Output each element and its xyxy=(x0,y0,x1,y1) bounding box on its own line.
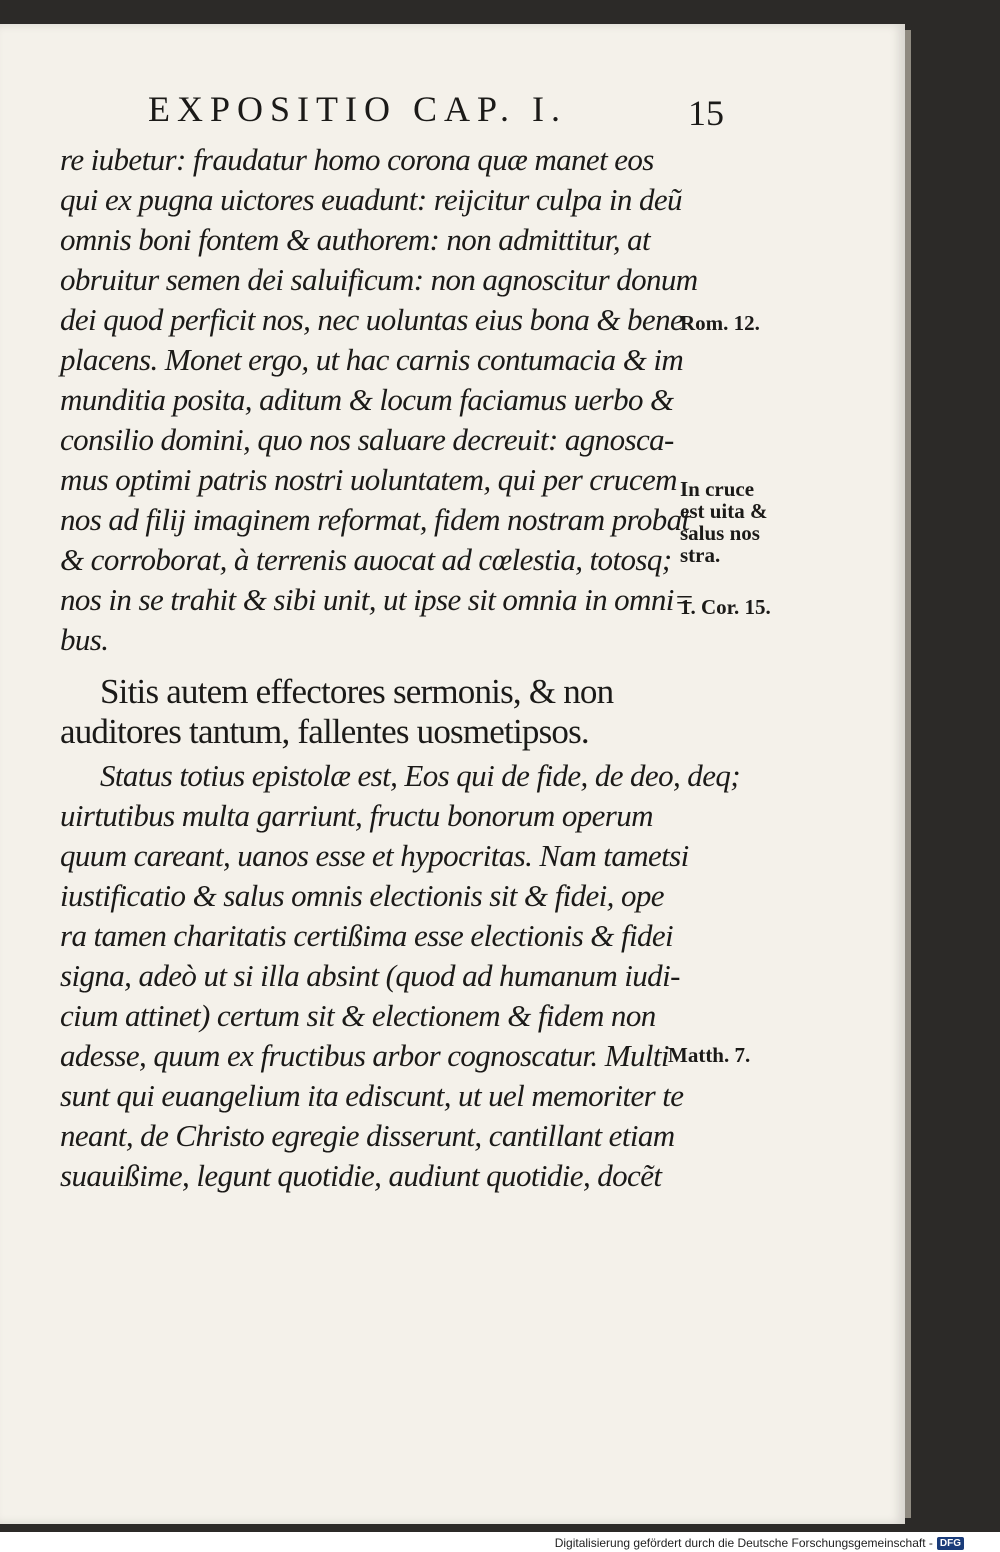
margin-note-matth7: Matth. 7. xyxy=(668,1043,751,1067)
text-line: ra tamen charitatis certißima esse electionis & fidei xyxy=(60,918,674,953)
margin-note-line: salus nos xyxy=(680,521,760,545)
text-line: quum careant, uanos esse et hypocritas. Nam tametsi xyxy=(60,838,689,873)
heading-line: auditores tantum, fallentes uosmetipsos. xyxy=(60,712,589,751)
text-line: nos in se trahit & sibi unit, ut ipse sit omnia in omni= xyxy=(60,582,695,617)
heading-line: Sitis autem effectores sermonis, & non xyxy=(100,672,614,711)
text-line: nos ad filij imaginem reformat, fidem nostram probat xyxy=(60,502,690,537)
text-line: suauißime, legunt quotidie, audiunt quotidie, docẽt xyxy=(60,1158,662,1193)
text-line: uirtutibus multa garriunt, fructu bonorum operum xyxy=(60,798,653,833)
margin-note-line: stra. xyxy=(680,543,721,567)
text-line: qui ex pugna uictores euadunt: reijcitur culpa in deũ xyxy=(60,182,682,217)
dfg-logo-icon: DFG xyxy=(937,1537,964,1550)
scripture-heading xyxy=(60,672,675,752)
running-title: EXPOSITIO CAP. I. xyxy=(148,89,568,129)
text-line: obruitur semen dei saluificum: non agnoscitur donum xyxy=(60,262,698,297)
paragraph-1 xyxy=(60,140,698,660)
margin-note-rom12: Rom. 12. xyxy=(680,311,760,335)
credit-text: Digitalisierung gefördert durch die Deutsche Forschungsgemeinschaft - xyxy=(554,1536,933,1550)
text-line: re iubetur: fraudatur homo corona quæ manet eos xyxy=(60,142,654,177)
text-line: dei quod perficit nos, nec uoluntas eius bona & bene xyxy=(60,302,684,337)
page-number: 15 xyxy=(688,93,724,133)
margin-note-in-cruce xyxy=(680,478,768,566)
text-line: munditia posita, aditum & locum faciamus uerbo & xyxy=(60,382,674,417)
text-line: signa, adeò ut si illa absint (quod ad humanum iudi- xyxy=(60,958,680,993)
text-line: consilio domini, quo nos saluare decreuit: agnosca- xyxy=(60,422,674,457)
text-line: sunt qui euangelium ita ediscunt, ut uel memoriter te xyxy=(60,1078,684,1113)
margin-note-cor15: 1. Cor. 15. xyxy=(680,595,771,619)
page-edge xyxy=(905,30,911,1518)
text-line: omnis boni fontem & authorem: non admittitur, at xyxy=(60,222,651,257)
text-line: Status totius epistolæ est, Eos qui de fide, de deo, deq; xyxy=(100,758,740,793)
text-line: neant, de Christo egregie disserunt, cantillant etiam xyxy=(60,1118,675,1153)
text-line: adesse, quum ex fructibus arbor cognoscatur. Multi xyxy=(60,1038,669,1073)
text-line: & corroborat, à terrenis auocat ad cœlestia, totosq; xyxy=(60,542,672,577)
text-line: bus. xyxy=(60,622,109,657)
text-line: mus optimi patris nostri uoluntatem, qui per crucem xyxy=(60,462,677,497)
digitization-credit xyxy=(555,1536,964,1550)
text-line: iustificatio & salus omnis electionis sit & fidei, ope xyxy=(60,878,664,913)
margin-note-line: In cruce xyxy=(680,477,755,501)
margin-note-line: est uita & xyxy=(680,499,768,523)
text-line: placens. Monet ergo, ut hac carnis contumacia & im xyxy=(60,342,684,377)
text-line: cium attinet) certum sit & electionem & fidem non xyxy=(60,998,656,1033)
